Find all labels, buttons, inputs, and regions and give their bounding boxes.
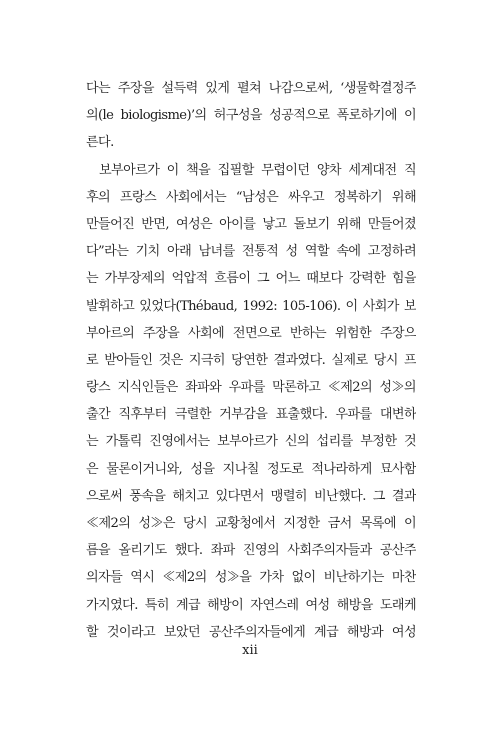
text-line: 할 것이라고 보았던 공산주의자들에게 계급 해방과 여성	[86, 624, 416, 640]
text-line: 른다.	[86, 135, 114, 151]
text-line: 로 받아들인 것은 지극히 당연한 결과였다. 실제로 당시 프	[86, 352, 416, 368]
text-line: 으로써 풍속을 해치고 있다면서 맹렬히 비난했다. 그 결과	[86, 488, 416, 504]
text-line: 는 가톨릭 진영에서는 보부아르가 신의 섭리를 부정한 것	[86, 434, 416, 450]
text-line: 출간 직후부터 극렬한 거부감을 표출했다. 우파를 대변하	[86, 407, 416, 423]
text-line: 가지였다. 특히 계급 해방이 자연스레 여성 해방을 도래케	[86, 597, 416, 613]
text-line: 다는 주장을 설득력 있게 펼쳐 나감으로써, ‘생물학결정주	[86, 81, 416, 96]
text-line: 후의 프랑스 사회에서는 “남성은 싸우고 정복하기 위해	[86, 189, 416, 205]
text-line: 다”라는 기치 아래 남녀를 전통적 성 역할 속에 고정하려	[86, 244, 416, 260]
text-line: 만들어진 반면, 여성은 아이를 낳고 돌보기 위해 만들어졌	[86, 216, 416, 232]
text-line: 부아르의 주장을 사회에 전면으로 반하는 위험한 주장으	[86, 325, 416, 341]
text-line: ≪제2의 성≫은 당시 교황청에서 지정한 금서 목록에 이	[86, 516, 416, 531]
body-text	[86, 75, 416, 646]
text-line: 름을 올리기도 했다. 좌파 진영의 사회주의자들과 공산주	[86, 543, 416, 559]
page-number: xii	[242, 643, 258, 658]
text-line: 은 물론이거니와, 성을 지나칠 정도로 적나라하게 묘사함	[86, 461, 416, 477]
text-line: 는 가부장제의 억압적 흐름이 그 어느 때보다 강력한 힘을	[86, 271, 416, 287]
text-line: 의(le biologisme)’의 허구성을 성공적으로 폭로하기에 이	[86, 108, 416, 124]
text-line: 의자들 역시 ≪제2의 성≫을 가차 없이 비난하기는 마찬	[86, 570, 416, 586]
text-line: 랑스 지식인들은 좌파와 우파를 막론하고 ≪제2의 성≫의	[86, 380, 416, 396]
text-line: 보부아르가 이 책을 집필할 무렵이던 양차 세계대전 직	[99, 162, 416, 178]
text-line: 발휘하고 있었다(Thébaud, 1992: 105-106). 이 사회가 보	[86, 298, 416, 314]
